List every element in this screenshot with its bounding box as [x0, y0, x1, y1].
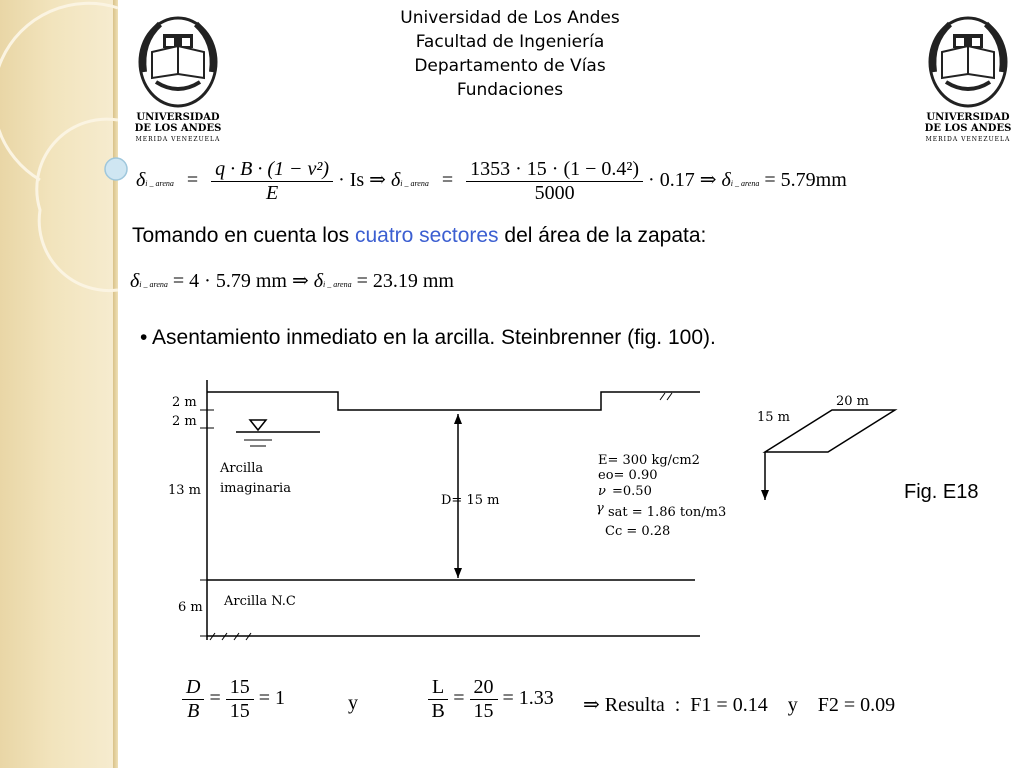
arrow-down-icon — [761, 490, 769, 500]
steinbrenner-factors: ⇒ Resulta : F1 = 0.14 y F2 = 0.09 — [583, 694, 896, 716]
total-expression: = 4 · 5.79 mm ⇒ — [172, 270, 309, 292]
fraction-d-b — [182, 676, 204, 723]
logo-line3: MERIDA VENEZUELA — [925, 136, 1011, 143]
sectors-text-highlight: cuatro sectores — [354, 224, 499, 247]
layer-label-imaginary: imaginaria — [220, 481, 291, 496]
ratio-l-result: = 1.33 — [502, 687, 554, 710]
ratio-d-result: = 1 — [258, 687, 286, 710]
ratio-d-num: D — [182, 676, 204, 700]
plan-width-label: 20 m — [836, 394, 870, 409]
settlement-equation-sand: δi _ arena = $\frac{\text{q · B · (1 − ν²)}}{E}$ · Is ⇒ δi _ arena = $\frac{\text{1353 · 15 · (1 − 0.4²)}}{5000}$ · 0.17 ⇒ δi _ arena = 5.79mm — [136, 158, 847, 204]
subscript: i _ arena — [730, 179, 760, 189]
logo-line1: UNIVERSIDAD — [136, 112, 220, 123]
layer-label-nc-clay: Arcilla N.C — [224, 594, 296, 609]
substitution-numerator: 1353 · 15 · (1 − 0.4²) — [466, 158, 643, 182]
ratio-l-n1: 20 — [470, 676, 498, 700]
logo-line2: DE LOS ANDES — [924, 123, 1012, 134]
prop-compression-index: Cc = 0.28 — [605, 524, 671, 539]
subscript: i _ arena — [323, 280, 352, 289]
ratio-d-b: $\frac{D}{B}$ = $\frac{15}{15}$ = 1 — [182, 676, 285, 723]
formula-multiplier: · Is ⇒ — [338, 169, 386, 192]
fraction-15-15 — [226, 676, 254, 723]
logo-line1: UNIVERSIDAD — [926, 112, 1010, 123]
faculty-name: Facultad de Ingeniería — [415, 32, 605, 52]
prop-poisson: =0.50 — [612, 484, 652, 499]
substitution-multiplier: · 0.17 ⇒ — [648, 169, 717, 192]
plan-length-label: 15 m — [757, 410, 791, 425]
formula-denominator: E — [266, 182, 279, 204]
depth-label-2: 2 m — [172, 414, 197, 429]
sectors-text-c: del área de la zapata: — [498, 224, 707, 247]
department-name: Departamento de Vías — [414, 56, 606, 76]
ratio-d-den: B — [187, 700, 200, 722]
layer-label-clay: Arcilla — [220, 461, 264, 476]
formula-numerator: q · B · (1 − ν²) — [211, 158, 333, 182]
ratio-d-n2: 15 — [229, 700, 250, 722]
university-name: Universidad de Los Andes — [400, 8, 620, 28]
depth-label-d: D= 15 m — [441, 493, 500, 508]
depth-label-4: 6 m — [178, 600, 203, 615]
ratio-l-num: L — [428, 676, 448, 700]
ground-surface-footing — [207, 392, 700, 410]
figure-label: Fig. E18 — [904, 481, 979, 503]
total-result: = 23.19 mm — [356, 270, 454, 292]
fraction-20-15 — [470, 676, 498, 723]
arrow-up-icon — [454, 414, 462, 424]
sectors-text-a: Tomando en cuenta los — [132, 224, 355, 247]
fraction-l-b — [428, 676, 448, 723]
subscript: i _ arena — [139, 280, 168, 289]
ratio-l-b: $\frac{L}{B}$ = $\frac{20}{15}$ = 1.33 — [428, 676, 554, 723]
substitution-denominator: 5000 — [534, 182, 575, 204]
depth-label-1: 2 m — [172, 395, 197, 410]
conjunction-y: y — [348, 692, 358, 714]
nu-symbol: ν — [598, 484, 606, 499]
logo-line2: DE LOS ANDES — [134, 123, 222, 134]
ratio-d-n1: 15 — [226, 676, 254, 700]
prop-unit-weight: sat = 1.86 ton/m3 — [608, 505, 727, 520]
subscript: i _ arena — [145, 179, 174, 189]
prop-modulus: E= 300 kg/cm2 — [598, 453, 700, 468]
gamma-symbol: γ — [596, 501, 604, 516]
prop-void-ratio: eo= 0.90 — [598, 468, 658, 483]
bullet-clay-settlement: • Asentamiento inmediato en la arcilla. Steinbrenner (fig. 100). — [140, 326, 716, 349]
ratio-l-n2: 15 — [473, 700, 494, 722]
subscript: i _ arena — [400, 179, 429, 189]
course-name: Fundaciones — [456, 80, 564, 100]
total-settlement-equation: δi _ arena = 4 · 5.79 mm ⇒ δi _ arena = 23.19 mm — [130, 270, 454, 292]
logo-line3: MERIDA VENEZUELA — [135, 136, 221, 143]
water-table-icon — [250, 420, 266, 430]
settlement-result: = 5.79mm — [764, 169, 847, 192]
ratio-l-den: B — [431, 700, 445, 722]
arrow-down-icon — [454, 568, 462, 578]
depth-label-3: 13 m — [168, 483, 202, 498]
